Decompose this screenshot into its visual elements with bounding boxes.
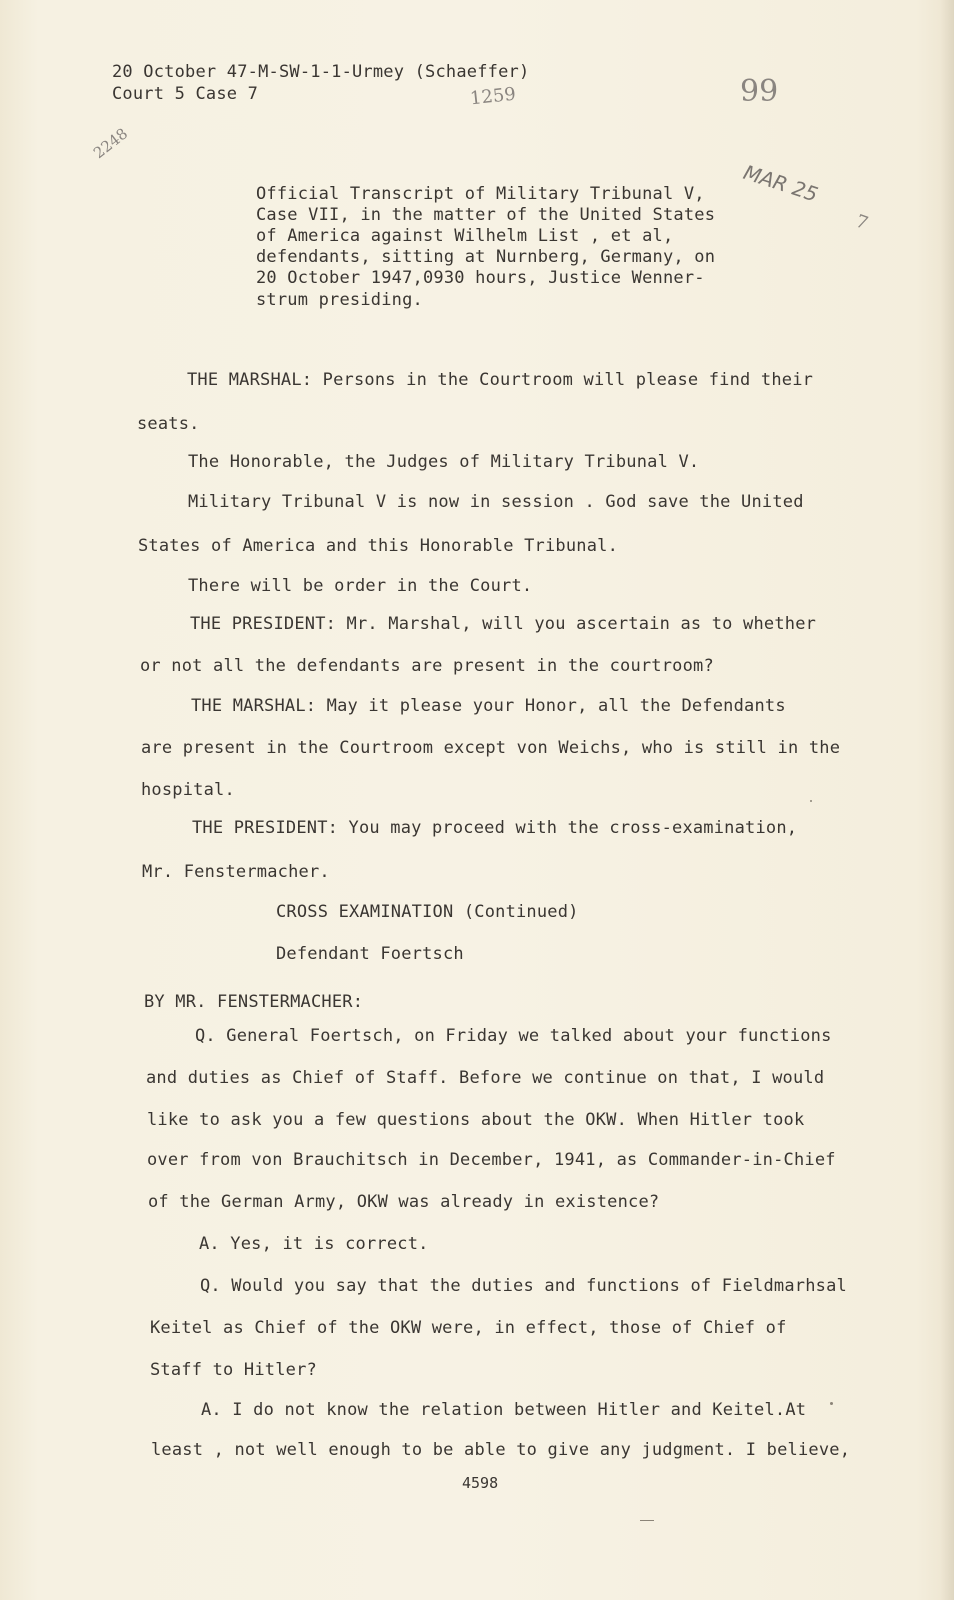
body-line: hospital. bbox=[141, 780, 235, 800]
pencil-number: 1259 bbox=[469, 83, 517, 110]
section-subheading: Defendant Foertsch bbox=[276, 944, 464, 964]
caption-line: defendants, sitting at Nurnberg, Germany, on bbox=[256, 247, 716, 267]
page-number: 4598 bbox=[462, 1474, 499, 1492]
body-line: The Honorable, the Judges of Military Tribunal V. bbox=[188, 452, 700, 472]
caption-line: 20 October 1947,0930 hours, Justice Wenner- bbox=[256, 268, 705, 288]
caption-line: Official Transcript of Military Tribunal V, bbox=[256, 184, 705, 204]
page-speck bbox=[640, 1520, 654, 1521]
caption-line: Case VII, in the matter of the United States bbox=[256, 205, 716, 225]
body-line: THE PRESIDENT: Mr. Marshal, will you ascertain as to whether bbox=[190, 614, 817, 634]
handwritten-page-number: 99 bbox=[740, 74, 779, 109]
body-line: Staff to Hitler? bbox=[150, 1360, 317, 1380]
body-line: THE MARSHAL: May it please your Honor, all the Defendants bbox=[191, 696, 786, 716]
body-line: like to ask you a few questions about the OKW. When Hitler took bbox=[147, 1110, 805, 1130]
body-line: THE PRESIDENT: You may proceed with the cross-examination, bbox=[192, 818, 798, 838]
caption-line: of America against Wilhelm List , et al, bbox=[256, 226, 674, 246]
body-line: THE MARSHAL: Persons in the Courtroom will please find their bbox=[187, 370, 814, 390]
body-line: Q. General Foertsch, on Friday we talked about your functions bbox=[195, 1026, 832, 1046]
margin-pencil-number: 2248 bbox=[90, 124, 132, 163]
examiner-line: BY MR. FENSTERMACHER: bbox=[144, 992, 364, 1012]
stamp-mark: 7 bbox=[852, 210, 871, 235]
header-line-1: 20 October 47-M-SW-1-1-Urmey (Schaeffer) bbox=[112, 62, 530, 82]
body-line: Mr. Fenstermacher. bbox=[142, 862, 330, 882]
body-line: seats. bbox=[137, 414, 200, 434]
body-line: and duties as Chief of Staff. Before we continue on that, I would bbox=[146, 1068, 825, 1088]
body-line: A. I do not know the relation between Hitler and Keitel.At bbox=[201, 1400, 807, 1420]
page-speck bbox=[810, 800, 812, 802]
body-line: over from von Brauchitsch in December, 1941, as Commander-in-Chief bbox=[147, 1150, 836, 1170]
body-line: A. Yes, it is correct. bbox=[199, 1234, 429, 1254]
body-line: of the German Army, OKW was already in existence? bbox=[148, 1192, 660, 1212]
body-line: Military Tribunal V is now in session . God save the United bbox=[188, 492, 804, 512]
body-line: There will be order in the Court. bbox=[188, 576, 533, 596]
date-stamp: MAR 25 bbox=[740, 160, 821, 207]
page-speck bbox=[830, 1402, 833, 1405]
section-heading: CROSS EXAMINATION (Continued) bbox=[276, 902, 579, 922]
page-edge-shadow bbox=[940, 0, 954, 1600]
caption-line: strum presiding. bbox=[256, 290, 423, 310]
body-line: Q. Would you say that the duties and functions of Fieldmarhsal bbox=[200, 1276, 847, 1296]
body-line: Keitel as Chief of the OKW were, in effect, those of Chief of bbox=[150, 1318, 787, 1338]
body-line: are present in the Courtroom except von Weichs, who is still in the bbox=[141, 738, 841, 758]
body-line: least , not well enough to be able to give any judgment. I believe, bbox=[151, 1440, 851, 1460]
header-line-2: Court 5 Case 7 bbox=[112, 84, 259, 104]
body-line: or not all the defendants are present in the courtroom? bbox=[140, 656, 714, 676]
body-line: States of America and this Honorable Tribunal. bbox=[138, 536, 619, 556]
